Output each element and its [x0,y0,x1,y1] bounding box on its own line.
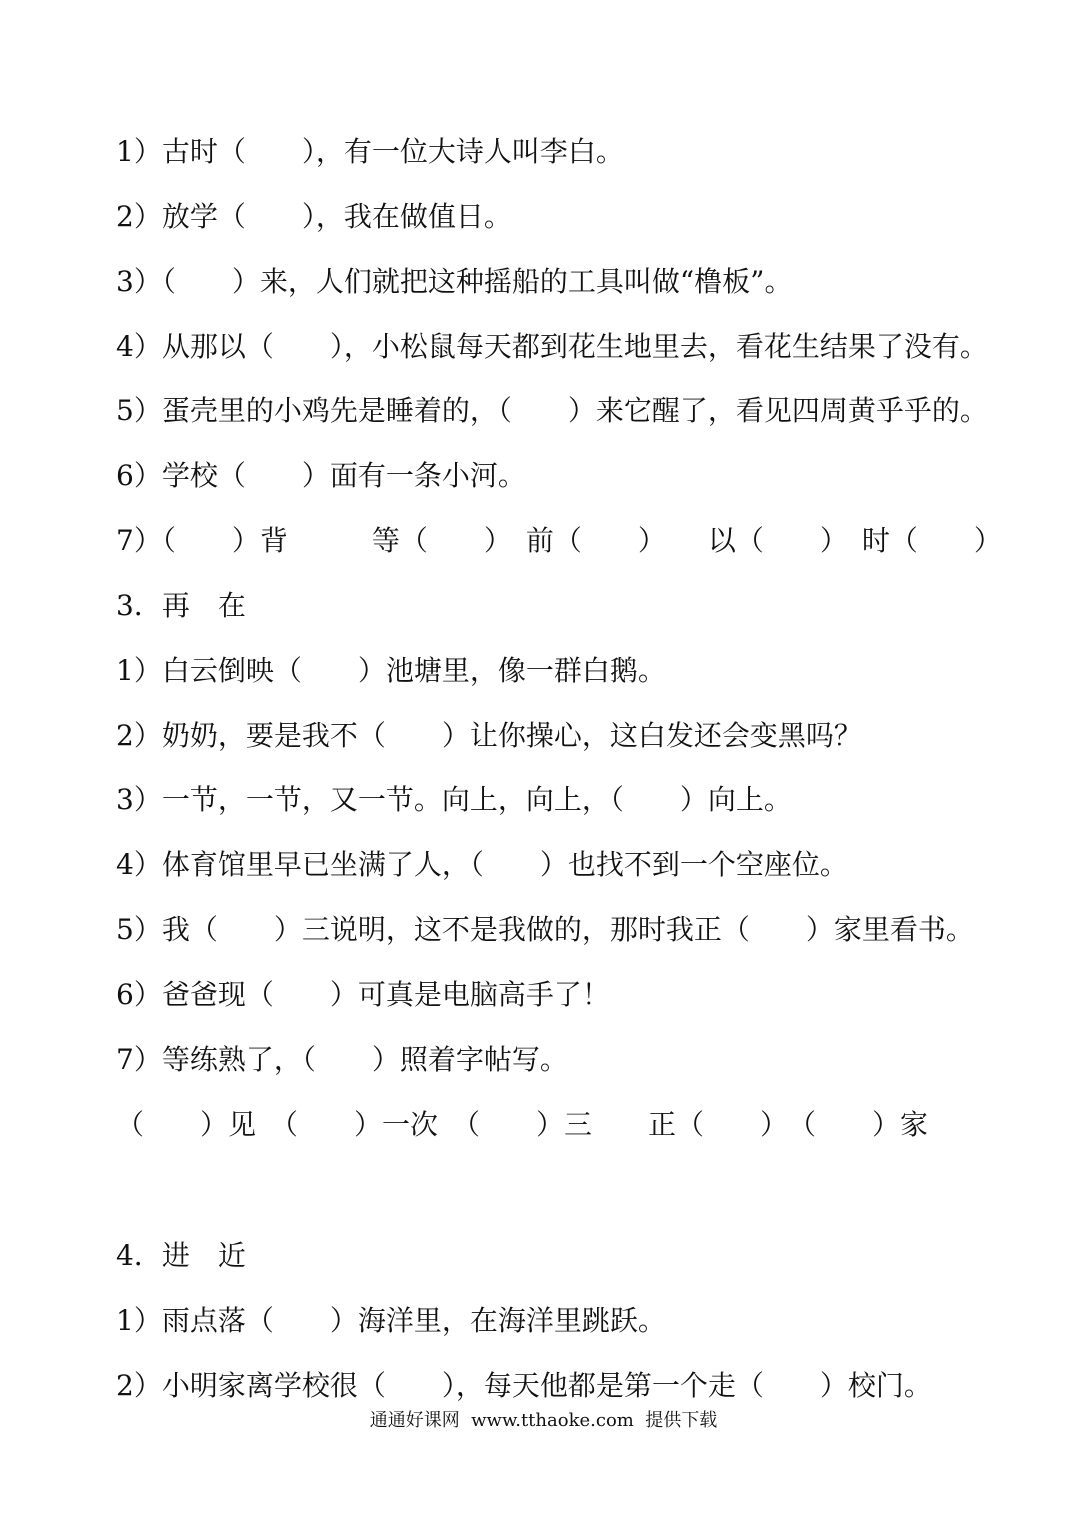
q2-item-6: 6）学校（ ）面有一条小河。 [116,459,526,492]
q4-item-1: 1）雨点落（ ）海洋里，在海洋里跳跃。 [116,1304,666,1337]
q3-item-6: 6）爸爸现（ ）可真是电脑高手了！ [116,978,610,1011]
q2-item-2: 2）放学（ ），我在做值日。 [116,200,512,233]
q2-item-4: 4）从那以（ ），小松鼠每天都到花生地里去，看花生结果了没有。 [116,330,988,363]
q2-item-5: 5）蛋壳里的小鸡先是睡着的，（ ）来它醒了，看见四周黄乎乎的。 [116,394,988,427]
q2-item-3: 3）（ ）来，人们就把这种摇船的工具叫做“橹板”。 [116,265,793,298]
q3-word-bank: （ ）见 （ ）一次 （ ）三 正（ ） （ ）家 [116,1108,929,1141]
q3-item-2: 2）奶奶，要是我不（ ）让你操心，这白发还会变黑吗？ [116,719,862,752]
q3-item-5: 5）我（ ）三说明，这不是我做的，那时我正（ ）家里看书。 [116,913,974,946]
section-3-heading: 3．再 在 [116,589,246,622]
q3-item-4: 4）体育馆里早已坐满了人，（ ）也找不到一个空座位。 [116,848,848,881]
q2-item-1: 1）古时（ ），有一位大诗人叫李白。 [116,135,624,168]
page-footer: 通通好课网 www.tthaoke.com 提供下载 [369,1410,718,1431]
q4-item-2: 2）小明家离学校很（ ），每天他都是第一个走（ ）校门。 [116,1369,932,1402]
section-4-heading: 4．进 近 [116,1239,246,1272]
q3-item-1: 1）白云倒映（ ）池塘里，像一群白鹅。 [116,654,666,687]
q3-item-7: 7）等练熟了，（ ）照着字帖写。 [116,1043,568,1076]
q3-item-3: 3）一节，一节，又一节。向上，向上，（ ）向上。 [116,783,792,816]
q2-word-bank: 7）（ ）背 等（ ） 前（ ） 以（ ） 时（ ） [116,524,1002,557]
